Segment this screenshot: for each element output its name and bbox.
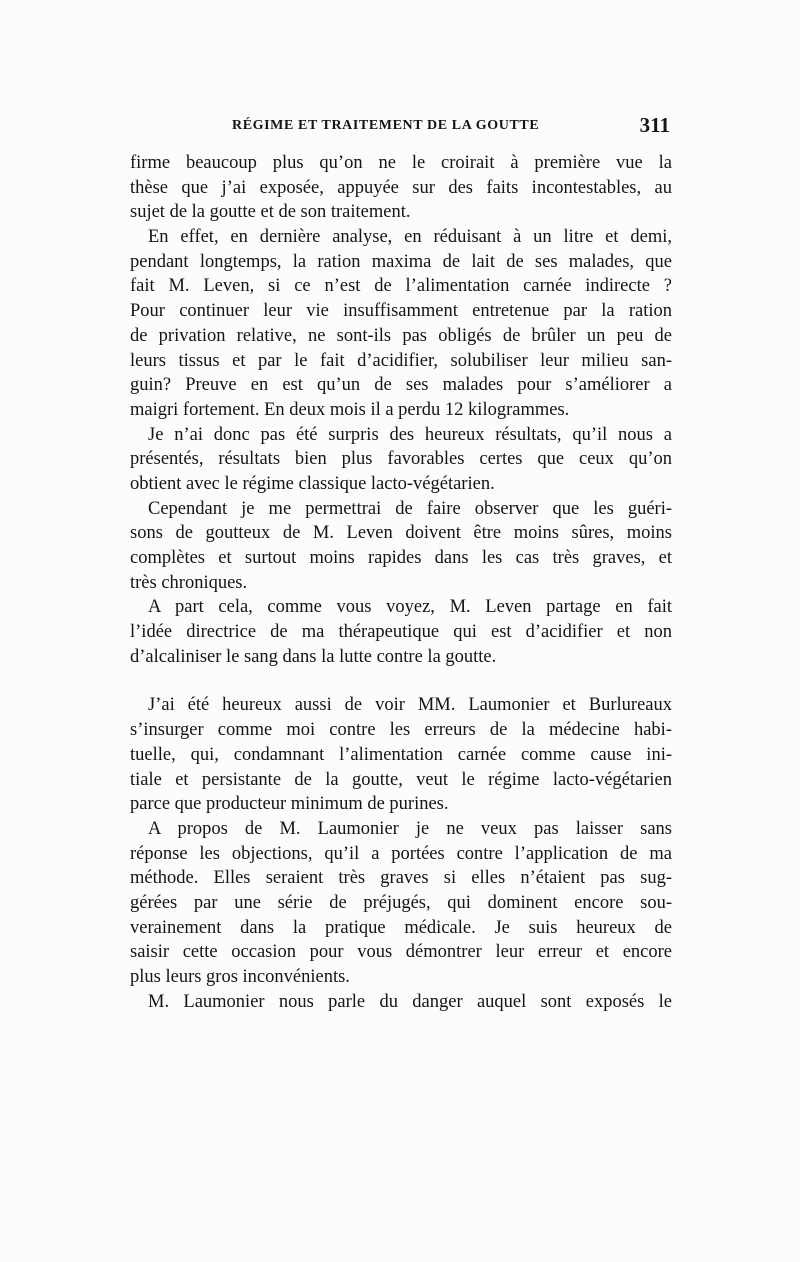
text-line: thèse que j’ai exposée, appuyée sur des faits incontestables, au	[130, 177, 672, 198]
body-text	[130, 151, 672, 1014]
text-line: gérées par une série de préjugés, qui dominent encore sou-	[130, 892, 672, 913]
text-line: verainement dans la pratique médicale. Je suis heureux de	[130, 917, 672, 938]
text-line: Pour continuer leur vie insuffisamment entretenue par la ration	[130, 301, 672, 322]
paragraph-8	[130, 990, 672, 1015]
text-line: saisir cette occasion pour vous démontrer leur erreur et encore	[130, 942, 672, 963]
text-line: M. Laumonier nous parle du danger auquel sont exposés le	[148, 991, 672, 1012]
text-line: sons de goutteux de M. Leven doivent être moins sûres, moins	[130, 523, 672, 544]
text-line: maigri fortement. En deux mois il a perdu 12 kilogrammes.	[130, 399, 570, 420]
text-line: firme beaucoup plus qu’on ne le croirait à première vue la	[130, 153, 672, 173]
text-line: guin? Preuve en est qu’un de ses malades pour s’améliorer a	[130, 375, 672, 396]
text-line: présentés, résultats bien plus favorables certes que ceux qu’on	[130, 449, 672, 470]
text-line: fait M. Leven, si ce n’est de l’alimentation carnée indirecte ?	[130, 276, 672, 297]
text-line: d’alcaliniser le sang dans la lutte contre la goutte.	[130, 646, 497, 667]
text-line: A propos de M. Laumonier je ne veux pas laisser sans	[148, 818, 672, 839]
paragraph-4	[130, 497, 672, 596]
text-line: plus leurs gros inconvénients.	[130, 967, 350, 987]
text-line: obtient avec le régime classique lacto-végétarien.	[130, 473, 495, 494]
paragraph-1	[130, 151, 672, 225]
text-line: Je n’ai donc pas été surpris des heureux résultats, qu’il nous a	[148, 424, 672, 445]
text-line: s’insurger comme moi contre les erreurs de la médecine habi-	[130, 720, 672, 741]
text-line: A part cela, comme vous voyez, M. Leven partage en fait	[148, 597, 672, 618]
text-line: J’ai été heureux aussi de voir MM. Laumonier et Burlureaux	[148, 695, 672, 716]
text-line: très chroniques.	[130, 572, 248, 593]
text-line: parce que producteur minimum de purines.	[130, 794, 449, 815]
text-line: méthode. Elles seraient très graves si elles n’étaient pas sug-	[130, 868, 672, 889]
text-line: sujet de la goutte et de son traitement.	[130, 202, 411, 223]
text-line: réponse les objections, qu’il a portées contre l’application de ma	[130, 843, 672, 864]
paragraph-3	[130, 423, 672, 497]
text-line: leurs tissus et par le fait d’acidifier, solubiliser leur milieu san-	[130, 350, 672, 371]
text-line: pendant longtemps, la ration maxima de lait de ses malades, que	[130, 251, 672, 272]
running-head	[130, 113, 672, 141]
text-line: tuelle, qui, condamnant l’alimentation carnée comme cause ini-	[130, 744, 672, 765]
text-line: de privation relative, ne sont-ils pas obligés de brûler un peu de	[130, 325, 672, 346]
paragraph-5	[130, 595, 672, 669]
text-line: tiale et persistante de la goutte, veut le régime lacto-végétarien	[130, 769, 672, 790]
text-line: En effet, en dernière analyse, en réduisant à un litre et demi,	[148, 227, 672, 248]
paragraph-2	[130, 225, 672, 423]
running-title: RÉGIME ET TRAITEMENT DE LA GOUTTE	[232, 118, 540, 133]
paragraph-7	[130, 817, 672, 990]
text-line: l’idée directrice de ma thérapeutique qui est d’acidifier et non	[130, 622, 672, 643]
section-gap	[130, 669, 672, 693]
paragraph-6	[130, 693, 672, 816]
text-line: Cependant je me permettrai de faire observer que les guéri-	[148, 498, 672, 519]
text-line: complètes et surtout moins rapides dans les cas très graves, et	[130, 548, 672, 568]
page-number: 311	[639, 113, 670, 137]
